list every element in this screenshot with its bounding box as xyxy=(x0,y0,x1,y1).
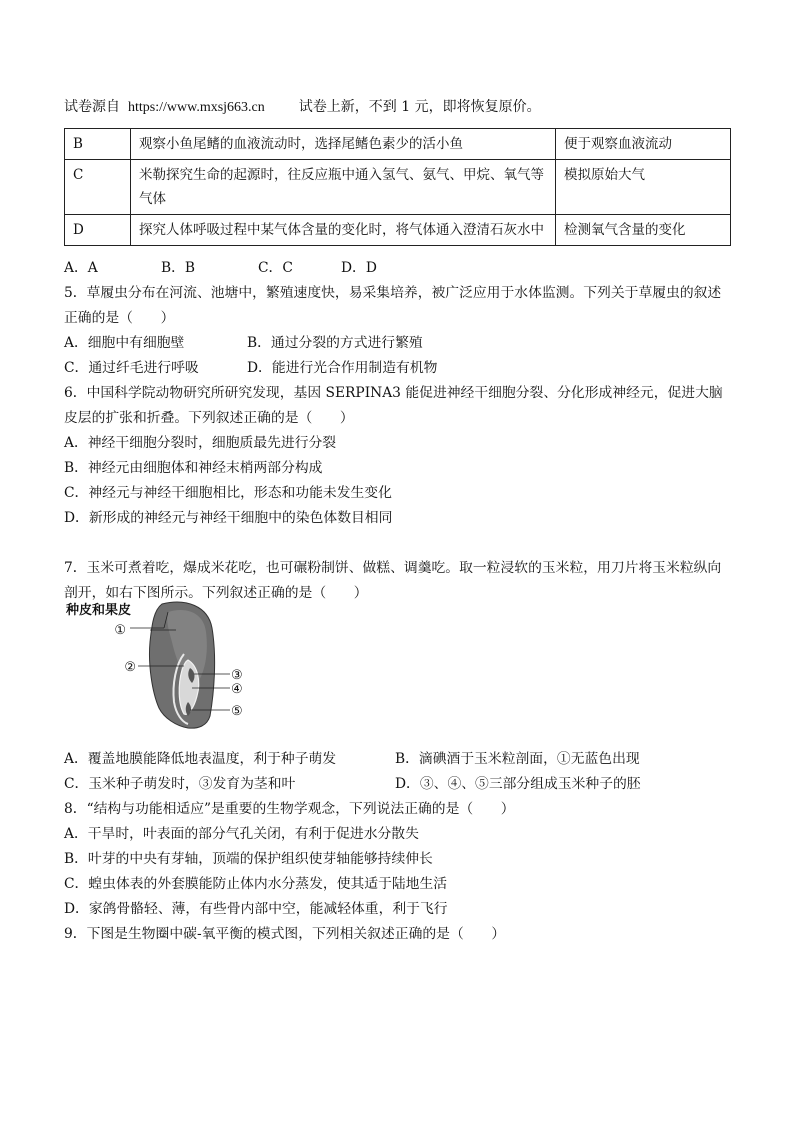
q4-choice-a[interactable]: A．A xyxy=(64,260,98,276)
q6-stem-line1: 6．中国科学院动物研究所研究发现，基因 SERPINA3 能促进神经干细胞分裂、分化形成神经元，促进大脑 xyxy=(64,385,723,401)
label-3: ③ xyxy=(231,668,243,683)
q8-option-b[interactable]: B．叶芽的中央有芽轴，顶端的保护组织使芽轴能够持续伸长 xyxy=(64,851,433,867)
label-2: ② xyxy=(124,660,136,675)
table-cell-purpose: 模拟原始大气 xyxy=(556,160,731,215)
q5-option-d[interactable]: D．能进行光合作用制造有机物 xyxy=(247,360,438,376)
header-notice: 试卷上新，不到 1 元，即将恢复原价。 xyxy=(298,99,541,115)
q7-options xyxy=(64,747,734,797)
q8-stem: 8．“结构与功能相适应”是重要的生物学观念，下列说法正确的是（ ） xyxy=(64,801,515,817)
q4-options-table xyxy=(64,128,731,246)
header-source: 试卷源自 xyxy=(64,99,120,115)
q5-option-a[interactable]: A．细胞中有细胞壁 xyxy=(64,335,185,351)
header-url[interactable]: https://www.mxsj663.cn xyxy=(128,100,265,115)
label-1: ① xyxy=(114,623,126,638)
q5-stem-line2: 正确的是（ ） xyxy=(64,310,175,326)
q6-option-c[interactable]: C．神经元与神经干细胞相比，形态和功能未发生变化 xyxy=(64,485,392,501)
q6-option-d[interactable]: D．新形成的神经元与神经干细胞中的染色体数目相同 xyxy=(64,510,393,526)
label-5: ⑤ xyxy=(231,704,243,719)
q5-option-c[interactable]: C．通过纤毛进行呼吸 xyxy=(64,360,199,376)
table-row xyxy=(65,160,731,215)
q7-stem-line2: 剖开，如右下图所示。下列叙述正确的是（ ） xyxy=(64,585,368,601)
table-cell-purpose: 便于观察血液流动 xyxy=(556,129,731,160)
question-6 xyxy=(64,381,734,531)
q5-option-b[interactable]: B．通过分裂的方式进行繁殖 xyxy=(247,335,423,351)
q4-choice-d[interactable]: D．D xyxy=(341,260,377,276)
table-row xyxy=(65,215,731,246)
table-cell-purpose: 检测氧气含量的变化 xyxy=(556,215,731,246)
q6-option-b[interactable]: B．神经元由细胞体和神经末梢两部分构成 xyxy=(64,460,323,476)
corn-seed-figure xyxy=(64,598,264,732)
q8-option-d[interactable]: D．家鸽骨骼轻、薄，有些骨内部中空，能减轻体重，利于飞行 xyxy=(64,901,448,917)
table-cell-option: B xyxy=(65,129,131,160)
q8-option-c[interactable]: C．蝗虫体表的外套膜能防止体内水分蒸发，使其适于陆地生活 xyxy=(64,876,448,892)
page-header xyxy=(64,96,541,116)
table-cell-operation: 观察小鱼尾鳍的血液流动时，选择尾鳍色素少的活小鱼 xyxy=(131,129,556,160)
q4-choice-b[interactable]: B．B xyxy=(161,260,196,276)
table-cell-operation: 米勒探究生命的起源时，往反应瓶中通入氢气、氨气、甲烷、氧气等气体 xyxy=(131,160,556,215)
q7-stem-line1: 7．玉米可煮着吃，爆成米花吃，也可碾粉制饼、做糕、调羹吃。取一粒浸软的玉米粒，用刀片将玉米粒纵向 xyxy=(64,560,722,576)
table-row xyxy=(65,129,731,160)
table-cell-operation: 探究人体呼吸过程中某气体含量的变化时，将气体通入澄清石灰水中 xyxy=(131,215,556,246)
q7-option-d[interactable]: D．③、④、⑤三部分组成玉米种子的胚 xyxy=(395,776,641,792)
q8-option-a[interactable]: A．干旱时，叶表面的部分气孔关闭，有利于促进水分散失 xyxy=(64,826,419,842)
question-8 xyxy=(64,797,734,922)
table-cell-option: D xyxy=(65,215,131,246)
q7-option-a[interactable]: A．覆盖地膜能降低地表温度，利于种子萌发 xyxy=(64,751,337,767)
q5-stem-line1: 5．草履虫分布在河流、池塘中，繁殖速度快，易采集培养，被广泛应用于水体监测。下列关于草履虫的叙述 xyxy=(64,285,722,301)
label-4: ④ xyxy=(231,682,243,697)
question-5 xyxy=(64,281,734,381)
q6-option-a[interactable]: A．神经干细胞分裂时，细胞质最先进行分裂 xyxy=(64,435,337,451)
q4-choices xyxy=(64,256,734,281)
figure-caption: 种皮和果皮 xyxy=(66,603,132,618)
q4-choice-c[interactable]: C．C xyxy=(258,260,293,276)
table-cell-option: C xyxy=(65,160,131,215)
q7-option-c[interactable]: C．玉米种子萌发时，③发育为茎和叶 xyxy=(64,776,296,792)
q7-option-b[interactable]: B．滴碘酒于玉米粒剖面，①无蓝色出现 xyxy=(395,751,640,767)
corn-seed-diagram xyxy=(64,598,264,732)
question-9 xyxy=(64,922,734,947)
q6-stem-line2: 皮层的扩张和折叠。下列叙述正确的是（ ） xyxy=(64,410,354,426)
q9-stem: 9．下图是生物圈中碳-氧平衡的模式图，下列相关叙述正确的是（ ） xyxy=(64,926,506,942)
